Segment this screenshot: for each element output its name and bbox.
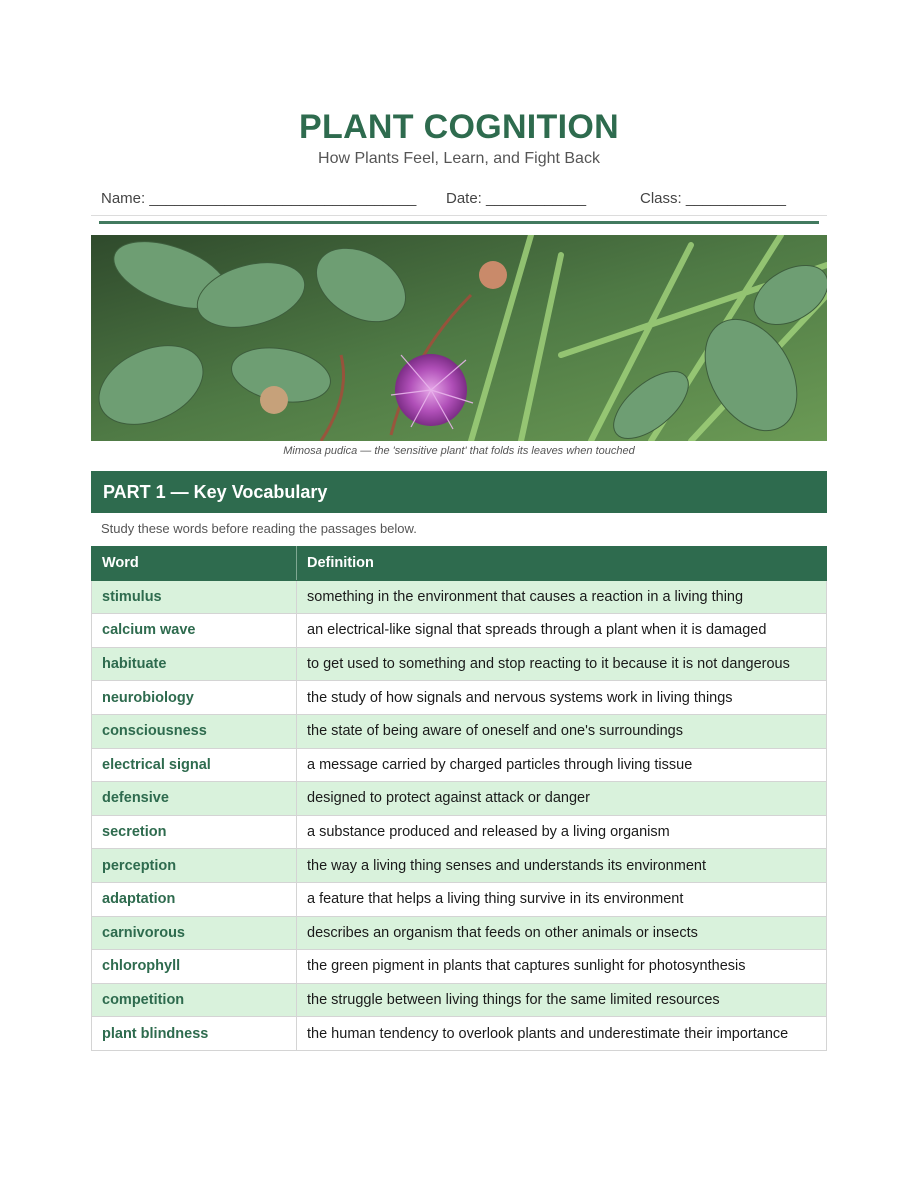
name-field[interactable]: Name: ________________________________ xyxy=(101,190,417,207)
table-row xyxy=(92,714,827,748)
vocab-word: defensive xyxy=(92,782,297,816)
vocabulary-table xyxy=(91,546,827,1051)
page-title: PLANT COGNITION xyxy=(299,108,619,146)
vocab-definition: to get used to something and stop reacting to it because it is not dangerous xyxy=(297,647,827,681)
vocab-word: carnivorous xyxy=(92,916,297,950)
vocab-word: perception xyxy=(92,849,297,883)
table-row xyxy=(92,916,827,950)
vocab-word: calcium wave xyxy=(92,614,297,648)
vocab-word: secretion xyxy=(92,815,297,849)
table-row xyxy=(92,882,827,916)
page-subtitle: How Plants Feel, Learn, and Fight Back xyxy=(318,150,600,167)
vocab-definition: describes an organism that feeds on other animals or insects xyxy=(297,916,827,950)
date-field[interactable]: Date: ____________ xyxy=(446,190,587,207)
table-row xyxy=(92,647,827,681)
table-row xyxy=(92,681,827,715)
column-header-definition: Definition xyxy=(297,547,827,581)
table-row xyxy=(92,1017,827,1051)
table-row xyxy=(92,580,827,614)
vocab-definition: designed to protect against attack or danger xyxy=(297,782,827,816)
column-header-word: Word xyxy=(92,547,297,581)
header-rule xyxy=(99,221,819,224)
table-row xyxy=(92,748,827,782)
table-row xyxy=(92,950,827,984)
vocab-definition: the study of how signals and nervous systems work in living things xyxy=(297,681,827,715)
table-header-row xyxy=(92,547,827,581)
part1-heading: PART 1 — Key Vocabulary xyxy=(91,471,827,513)
vocab-definition: a message carried by charged particles through living tissue xyxy=(297,748,827,782)
vocab-definition: the green pigment in plants that captures sunlight for photosynthesis xyxy=(297,950,827,984)
student-info-row xyxy=(91,190,827,214)
vocab-definition: a substance produced and released by a living organism xyxy=(297,815,827,849)
vocab-definition: the way a living thing senses and understands its environment xyxy=(297,849,827,883)
table-row xyxy=(92,782,827,816)
mimosa-pudica-photo xyxy=(91,235,827,441)
vocab-word: plant blindness xyxy=(92,1017,297,1051)
table-row xyxy=(92,815,827,849)
table-row xyxy=(92,983,827,1017)
vocab-word: neurobiology xyxy=(92,681,297,715)
vocab-word: habituate xyxy=(92,647,297,681)
vocab-word: consciousness xyxy=(92,714,297,748)
vocab-word: electrical signal xyxy=(92,748,297,782)
class-field[interactable]: Class: ____________ xyxy=(640,190,786,207)
vocab-definition: the state of being aware of oneself and one's surroundings xyxy=(297,714,827,748)
vocab-word: adaptation xyxy=(92,882,297,916)
vocab-definition: the human tendency to overlook plants and underestimate their importance xyxy=(297,1017,827,1051)
part1-instruction: Study these words before reading the passages below. xyxy=(101,521,417,536)
vocab-word: competition xyxy=(92,983,297,1017)
vocab-definition: something in the environment that causes a reaction in a living thing xyxy=(297,580,827,614)
vocab-definition: an electrical-like signal that spreads through a plant when it is damaged xyxy=(297,614,827,648)
table-row xyxy=(92,849,827,883)
vocab-word: stimulus xyxy=(92,580,297,614)
vocab-definition: a feature that helps a living thing survive in its environment xyxy=(297,882,827,916)
photo-caption: Mimosa pudica — the 'sensitive plant' that folds its leaves when touched xyxy=(283,445,635,457)
vocab-word: chlorophyll xyxy=(92,950,297,984)
vocab-definition: the struggle between living things for the same limited resources xyxy=(297,983,827,1017)
table-row xyxy=(92,614,827,648)
info-divider xyxy=(91,215,827,216)
